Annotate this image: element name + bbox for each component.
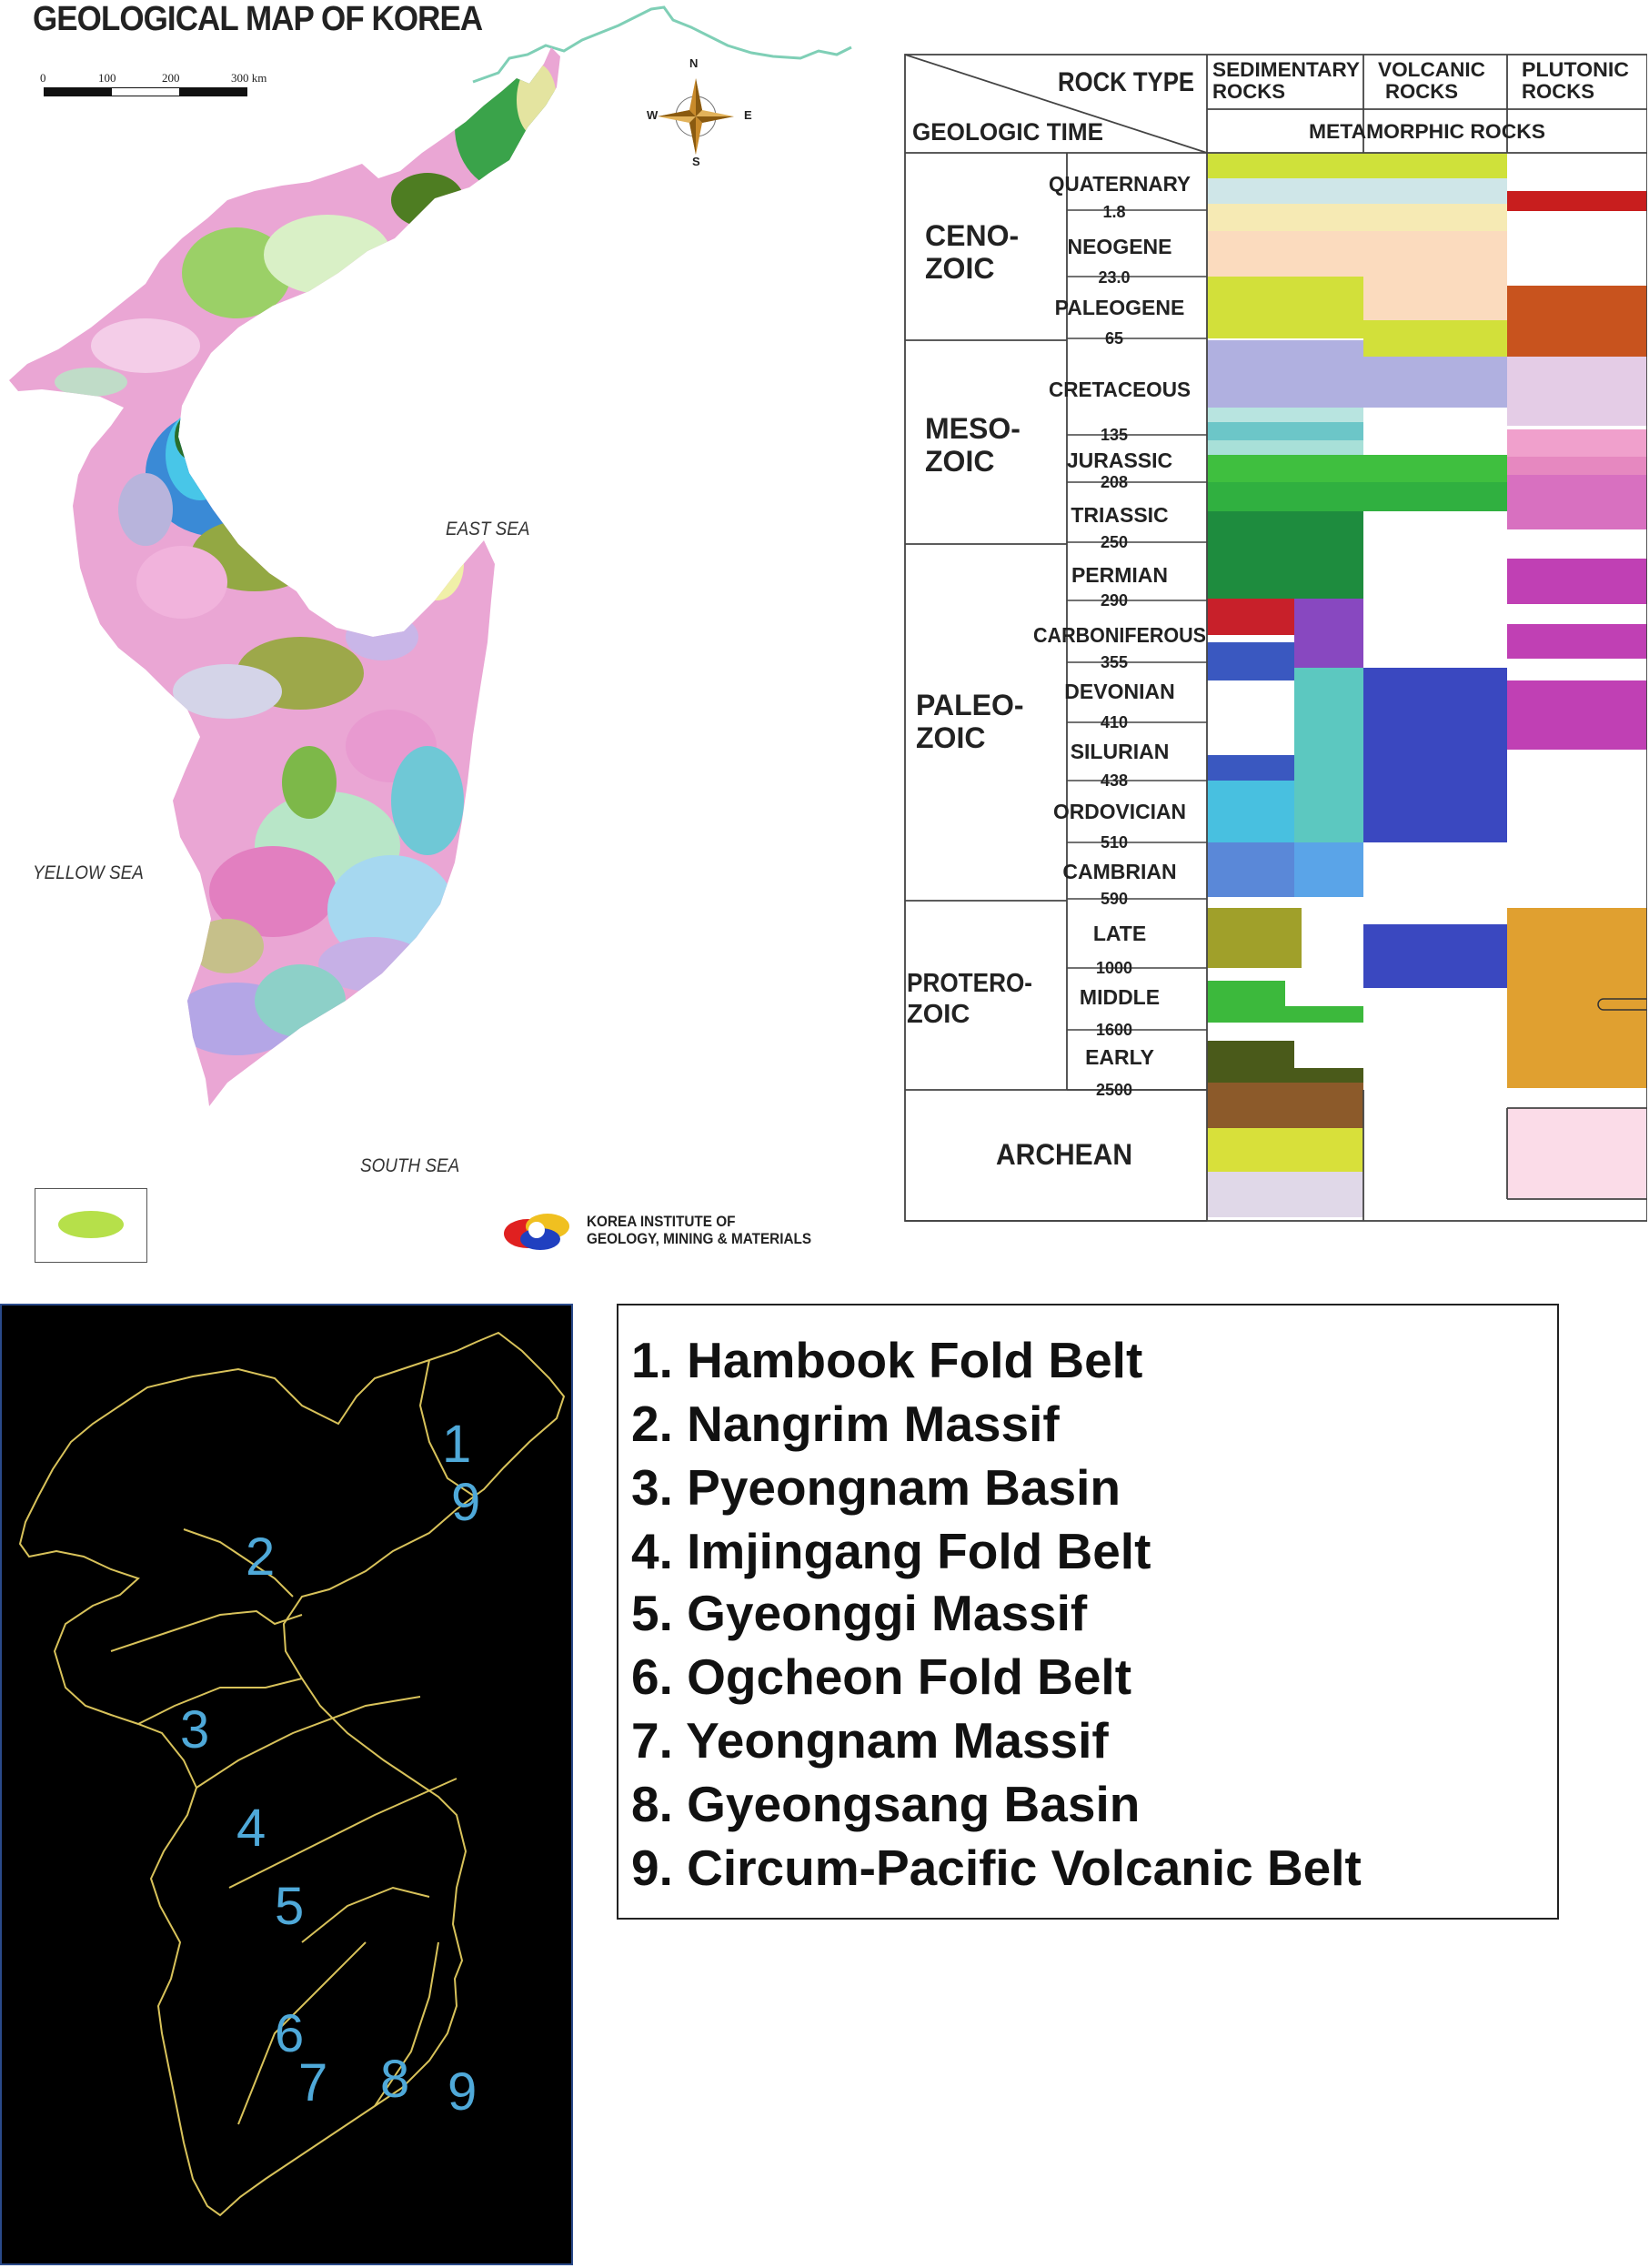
period-jurassic: JURASSIC xyxy=(1066,449,1173,472)
province-label-9-north: 9 xyxy=(451,1473,481,1532)
period-triassic: TRIASSIC xyxy=(1071,503,1169,527)
period-permian: PERMIAN xyxy=(1071,563,1169,587)
scale-label-200: 200 xyxy=(162,71,180,85)
legend-item-7: 7. Yeongnam Massif xyxy=(631,1712,1109,1769)
age-1000: 1000 xyxy=(1095,959,1133,977)
period-neogene: NEOGENE xyxy=(1067,235,1172,258)
geologic-time-chart xyxy=(903,53,1647,1223)
compass-east-label: E xyxy=(744,108,752,122)
compass-south-label: S xyxy=(692,155,700,168)
scale-label-300: 300 km xyxy=(231,71,267,85)
age-23-0: 23.0 xyxy=(1098,268,1131,287)
era-mesozoic-line2: ZOIC xyxy=(925,445,995,478)
age-250: 250 xyxy=(1100,533,1129,551)
period-late: LATE xyxy=(1092,922,1147,945)
compass-rose-icon xyxy=(658,78,734,155)
scale-label-100: 100 xyxy=(98,71,116,85)
period-silurian: SILURIAN xyxy=(1070,740,1170,763)
province-label-3: 3 xyxy=(180,1700,210,1759)
era-cenozoic-line2: ZOIC xyxy=(925,252,995,285)
period-quaternary: QUATERNARY xyxy=(1049,172,1191,196)
age-355: 355 xyxy=(1100,653,1129,671)
age-1-8: 1.8 xyxy=(1102,203,1126,221)
age-590: 590 xyxy=(1100,890,1129,908)
age-1600: 1600 xyxy=(1095,1021,1133,1039)
tectonic-province-map xyxy=(0,1304,573,2265)
province-legend xyxy=(617,1304,1559,1920)
age-438: 438 xyxy=(1100,771,1129,790)
legend-item-6: 6. Ogcheon Fold Belt xyxy=(631,1648,1132,1705)
age-135: 135 xyxy=(1100,426,1129,444)
plutonic-header-line2: ROCKS xyxy=(1522,80,1594,103)
metamorphic-header: METAMORPHIC ROCKS xyxy=(1309,120,1545,143)
age-208: 208 xyxy=(1100,473,1129,491)
era-paleozoic-line1: PALEO- xyxy=(916,689,1024,721)
era-proterozoic-line1: PROTERO- xyxy=(907,969,1032,998)
period-early: EARLY xyxy=(1085,1045,1154,1069)
period-paleogene: PALEOGENE xyxy=(1054,296,1185,319)
province-label-9-south: 9 xyxy=(447,2062,478,2122)
era-archean: ARCHEAN xyxy=(996,1138,1132,1171)
jeju-island xyxy=(36,1190,146,1259)
rock-column-fills xyxy=(1207,153,1647,1217)
map-title: GEOLOGICAL MAP OF KOREA xyxy=(33,0,483,38)
age-2500: 2500 xyxy=(1095,1081,1133,1099)
sedimentary-header-line1: SEDIMENTARY xyxy=(1212,58,1361,81)
legend-item-5: 5. Gyeonggi Massif xyxy=(631,1585,1088,1641)
age-65: 65 xyxy=(1104,329,1124,348)
volcanic-header-line2: ROCKS xyxy=(1385,80,1458,103)
period-carboniferous: CARBONIFEROUS xyxy=(1033,623,1206,647)
age-510: 510 xyxy=(1100,833,1129,852)
legend-item-9: 9. Circum-Pacific Volcanic Belt xyxy=(631,1840,1362,1896)
institute-line-2: GEOLOGY, MINING & MATERIALS xyxy=(587,1230,812,1247)
period-middle: MIDDLE xyxy=(1079,985,1161,1009)
compass-west-label: W xyxy=(647,108,659,122)
province-outlines xyxy=(2,1305,571,2263)
age-410: 410 xyxy=(1100,713,1129,731)
scale-label-0: 0 xyxy=(40,71,46,85)
legend-item-3: 3. Pyeongnam Basin xyxy=(631,1459,1121,1516)
province-label-7: 7 xyxy=(298,2053,328,2112)
province-label-4: 4 xyxy=(236,1799,266,1858)
province-label-2: 2 xyxy=(246,1527,276,1587)
era-proterozoic-line2: ZOIC xyxy=(907,1000,970,1029)
yellow-sea-label: YELLOW SEA xyxy=(33,862,144,883)
period-devonian: DEVONIAN xyxy=(1064,680,1175,703)
plutonic-header-line1: PLUTONIC xyxy=(1522,58,1630,81)
era-mesozoic-line1: MESO- xyxy=(925,412,1021,445)
legend-item-4: 4. Imjingang Fold Belt xyxy=(631,1523,1151,1579)
period-ordovician: ORDOVICIAN xyxy=(1053,800,1186,823)
era-cenozoic-line1: CENO- xyxy=(925,219,1020,252)
kigam-logo xyxy=(500,1203,582,1257)
geological-map xyxy=(0,0,855,1210)
province-label-6: 6 xyxy=(275,2004,305,2063)
volcanic-header-line1: VOLCANIC xyxy=(1378,58,1486,81)
legend-item-1: 1. Hambook Fold Belt xyxy=(631,1332,1143,1388)
east-sea-label: EAST SEA xyxy=(446,519,530,539)
age-290: 290 xyxy=(1100,591,1129,610)
province-label-1: 1 xyxy=(442,1415,472,1474)
rock-type-header: ROCK TYPE xyxy=(1058,67,1194,97)
institute-name xyxy=(587,1213,811,1247)
sedimentary-header-line2: ROCKS xyxy=(1212,80,1285,103)
period-cambrian: CAMBRIAN xyxy=(1062,860,1177,883)
south-sea-label: SOUTH SEA xyxy=(360,1155,460,1176)
province-label-5: 5 xyxy=(275,1877,305,1936)
compass-north-label: N xyxy=(689,56,699,70)
province-label-8: 8 xyxy=(380,2050,410,2109)
period-cretaceous: CRETACEOUS xyxy=(1049,378,1191,401)
geologic-time-header: GEOLOGIC TIME xyxy=(912,118,1103,146)
legend-item-8: 8. Gyeongsang Basin xyxy=(631,1776,1141,1832)
institute-line-1: KOREA INSTITUTE OF xyxy=(587,1213,736,1230)
era-paleozoic-line2: ZOIC xyxy=(916,721,986,754)
legend-item-2: 2. Nangrim Massif xyxy=(631,1396,1060,1452)
